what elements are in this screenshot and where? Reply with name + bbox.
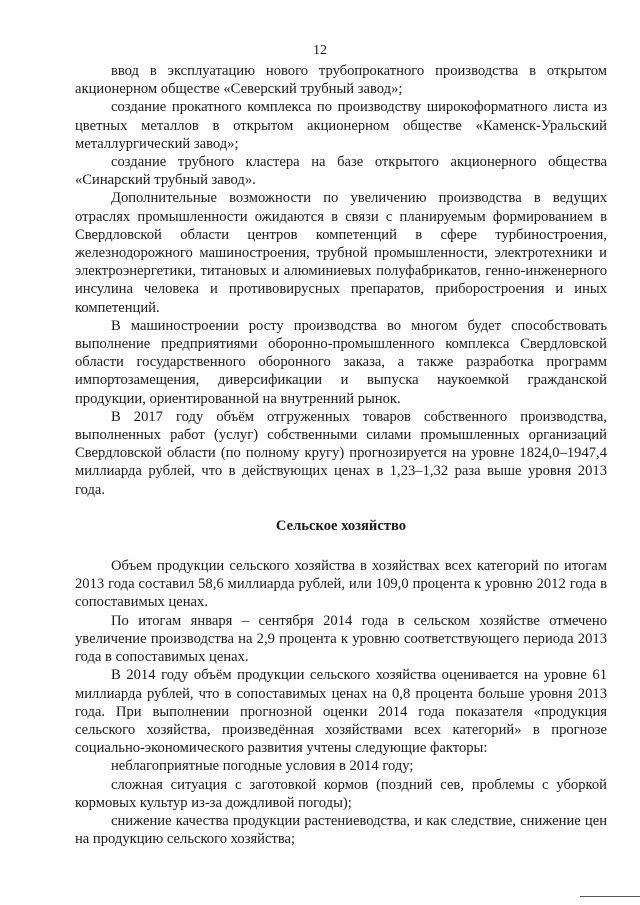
section-heading: Сельское хозяйство: [275, 517, 407, 534]
paragraph: создание прокатного комплекса по производству широкоформатного листа из цветных металлов в открытом акционерном обществе «Каменск-Уральский металлургический завод»;: [75, 99, 607, 152]
paragraph: создание трубного кластера на базе открытого акционерного общества «Синарский трубный завод».: [75, 154, 607, 189]
document-body: [75, 62, 607, 848]
paragraph: Дополнительные возможности по увеличению производства в ведущих отраслях промышленности ожидаются в связи с планируемым формированием в Свердловской области центров компетенций в сфере турбиностроения, железнодорожного машиностроения, трубной промышленности, электротехники и электроэнергетики, титановых и алюминиевых полуфабрикатов, генно-инженерного инсулина человека и противовирусных препаратов, приборостроения и иных компетенций.: [75, 190, 607, 316]
page-edge-line: [580, 896, 640, 897]
paragraph: В 2017 году объём отгруженных товаров собственного производства, выполненных работ (услуг) собственными силами промышленных организаций Свердловской области (по полному кругу) прогнозируется на уровне 1824,0–1947,4 миллиарда рублей, что в действующих ценах в 1,23–1,32 раза выше уровня 2013 года.: [75, 408, 607, 498]
paragraph: По итогам января – сентября 2014 года в сельском хозяйстве отмечено увеличение производства на 2,9 процента к уровню соответствующего периода 2013 года в сопоставимых ценах.: [75, 612, 607, 666]
page-number: 12: [313, 43, 327, 58]
paragraph: ввод в эксплуатацию нового трубопрокатного производства в открытом акционерном обществе «Северский трубный завод»;: [75, 63, 607, 98]
paragraph: неблагоприятные погодные условия в 2014 году;: [111, 758, 414, 775]
paragraph: снижение качества продукции растениеводства, и как следствие, снижение цен на продукцию сельского хозяйства;: [75, 812, 607, 848]
paragraph: Объем продукции сельского хозяйства в хозяйствах всех категорий по итогам 2013 года составил 58,6 миллиарда рублей, или 109,0 процента к уровню 2012 года в сопоставимых ценах.: [75, 558, 607, 611]
paragraph: В 2014 году объём продукции сельского хозяйства оценивается на уровне 61 миллиарда рублей, что в сопоставимых ценах на 0,8 процента больше уровня 2013 года. При выполнении прогнозной оценки 2014 года показателя «продукция сельского хозяйства, произведённая хозяйствами всех категорий» в прогнозе социально-экономического развития учтены следующие факторы:: [75, 667, 607, 757]
paragraph: сложная ситуация с заготовкой кормов (поздний сев, проблемы с уборкой кормовых культур из-за дождливой погоды);: [75, 776, 607, 811]
paragraph: В машиностроении росту производства во многом будет способствовать выполнение предприятиями оборонно-промышленного комплекса Свердловской области государственного оборонного заказа, а также разработка программ импортозамещения, диверсификации и выпуска наукоемкой гражданской продукции, ориентированной на внутренний рынок.: [75, 317, 607, 407]
